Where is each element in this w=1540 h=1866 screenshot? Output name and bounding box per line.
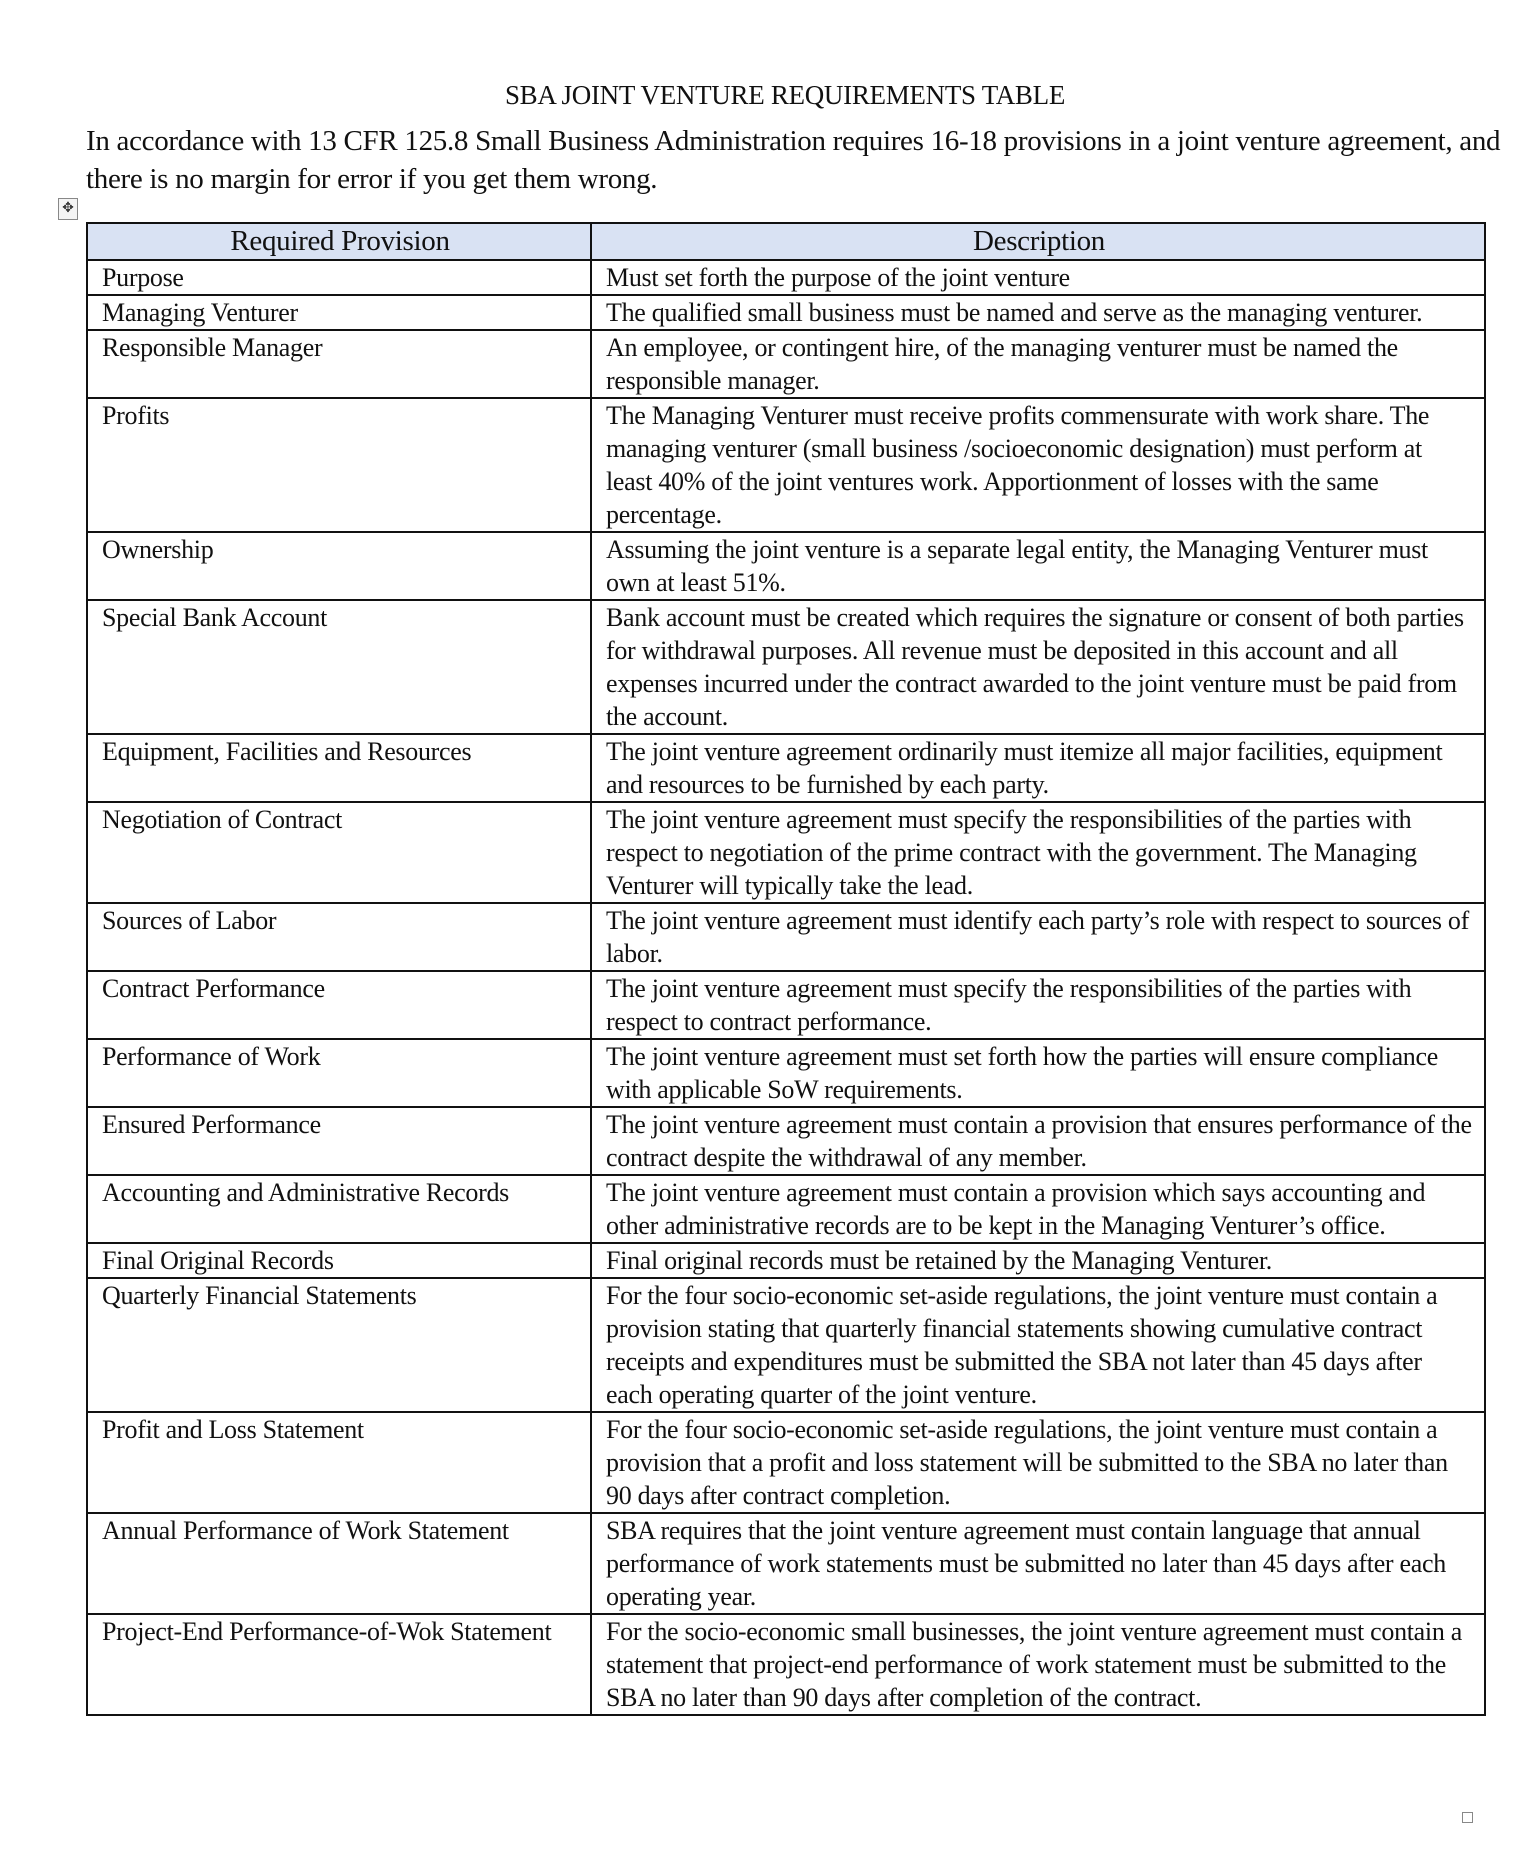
provision-cell: Profits xyxy=(87,398,591,532)
description-cell: The joint venture agreement must set forth how the parties will ensure compliance with applicable SoW requirements. xyxy=(591,1039,1485,1107)
description-cell: The joint venture agreement must contain a provision that ensures performance of the contract despite the withdrawal of any member. xyxy=(591,1107,1485,1175)
description-cell: The qualified small business must be named and serve as the managing venturer. xyxy=(591,295,1485,330)
provision-cell: Profit and Loss Statement xyxy=(87,1412,591,1513)
description-cell: The joint venture agreement must identify each party’s role with respect to sources of labor. xyxy=(591,903,1485,971)
description-cell: The joint venture agreement must specify the responsibilities of the parties with respect to negotiation of the prime contract with the government. The Managing Venturer will typically take the lead. xyxy=(591,802,1485,903)
table-row xyxy=(87,1175,1485,1243)
provision-cell: Quarterly Financial Statements xyxy=(87,1278,591,1412)
table-row xyxy=(87,1614,1485,1715)
table-row xyxy=(87,1412,1485,1513)
table-row xyxy=(87,1278,1485,1412)
provision-cell: Accounting and Administrative Records xyxy=(87,1175,591,1243)
provision-cell: Equipment, Facilities and Resources xyxy=(87,734,591,802)
table-row xyxy=(87,903,1485,971)
table-row xyxy=(87,1513,1485,1614)
provision-cell: Special Bank Account xyxy=(87,600,591,734)
description-cell: The joint venture agreement must specify the responsibilities of the parties with respect to contract performance. xyxy=(591,971,1485,1039)
table-row xyxy=(87,398,1485,532)
description-cell: Bank account must be created which requires the signature or consent of both parties for withdrawal purposes. All revenue must be deposited in this account and all expenses incurred under the contract awarded to the joint venture must be paid from the account. xyxy=(591,600,1485,734)
table-row xyxy=(87,1039,1485,1107)
description-cell: Final original records must be retained by the Managing Venturer. xyxy=(591,1243,1485,1278)
description-cell: Assuming the joint venture is a separate legal entity, the Managing Venturer must own at least 51%. xyxy=(591,532,1485,600)
header-required-provision: Required Provision xyxy=(87,223,591,260)
table-row xyxy=(87,734,1485,802)
table-row xyxy=(87,1107,1485,1175)
table-row xyxy=(87,295,1485,330)
provision-cell: Responsible Manager xyxy=(87,330,591,398)
provision-cell: Ensured Performance xyxy=(87,1107,591,1175)
provision-cell: Managing Venturer xyxy=(87,295,591,330)
header-description: Description xyxy=(591,223,1485,260)
provision-cell: Sources of Labor xyxy=(87,903,591,971)
table-header-row xyxy=(87,223,1485,260)
provision-cell: Annual Performance of Work Statement xyxy=(87,1513,591,1614)
table-move-handle-icon[interactable]: ✥ xyxy=(58,198,78,220)
description-cell: The joint venture agreement ordinarily must itemize all major facilities, equipment and resources to be furnished by each party. xyxy=(591,734,1485,802)
document-title: SBA JOINT VENTURE REQUIREMENTS TABLE xyxy=(504,80,1066,111)
provision-cell: Final Original Records xyxy=(87,1243,591,1278)
description-cell: The Managing Venturer must receive profits commensurate with work share. The managing venturer (small business /socioeconomic designation) must perform at least 40% of the joint ventures work. Apportionment of losses with the same percentage. xyxy=(591,398,1485,532)
requirements-table xyxy=(86,222,1486,1716)
description-cell: Must set forth the purpose of the joint venture xyxy=(591,260,1485,295)
description-cell: For the four socio-economic set-aside regulations, the joint venture must contain a provision stating that quarterly financial statements showing cumulative contract receipts and expenditures must be submitted the SBA not later than 45 days after each operating quarter of the joint venture. xyxy=(591,1278,1485,1412)
provision-cell: Negotiation of Contract xyxy=(87,802,591,903)
description-cell: An employee, or contingent hire, of the managing venturer must be named the responsible manager. xyxy=(591,330,1485,398)
provision-cell: Project-End Performance-of-Wok Statement xyxy=(87,1614,591,1715)
provision-cell: Contract Performance xyxy=(87,971,591,1039)
table-row xyxy=(87,1243,1485,1278)
provision-cell: Performance of Work xyxy=(87,1039,591,1107)
table-row xyxy=(87,532,1485,600)
description-cell: SBA requires that the joint venture agreement must contain language that annual performance of work statements must be submitted no later than 45 days after each operating year. xyxy=(591,1513,1485,1614)
table-resize-handle-icon[interactable] xyxy=(1462,1812,1473,1823)
table-row xyxy=(87,971,1485,1039)
provision-cell: Purpose xyxy=(87,260,591,295)
table-row xyxy=(87,330,1485,398)
table-row xyxy=(87,600,1485,734)
table-row xyxy=(87,802,1485,903)
intro-paragraph: In accordance with 13 CFR 125.8 Small Business Administration requires 16-18 provisions in a joint venture agreement, and there is no margin for error if you get them wrong. xyxy=(86,125,1501,195)
description-cell: The joint venture agreement must contain a provision which says accounting and other administrative records are to be kept in the Managing Venturer’s office. xyxy=(591,1175,1485,1243)
description-cell: For the socio-economic small businesses, the joint venture agreement must contain a statement that project-end performance of work statement must be submitted to the SBA no later than 90 days after completion of the contract. xyxy=(591,1614,1485,1715)
description-cell: For the four socio-economic set-aside regulations, the joint venture must contain a provision that a profit and loss statement will be submitted to the SBA no later than 90 days after contract completion. xyxy=(591,1412,1485,1513)
provision-cell: Ownership xyxy=(87,532,591,600)
table-row xyxy=(87,260,1485,295)
